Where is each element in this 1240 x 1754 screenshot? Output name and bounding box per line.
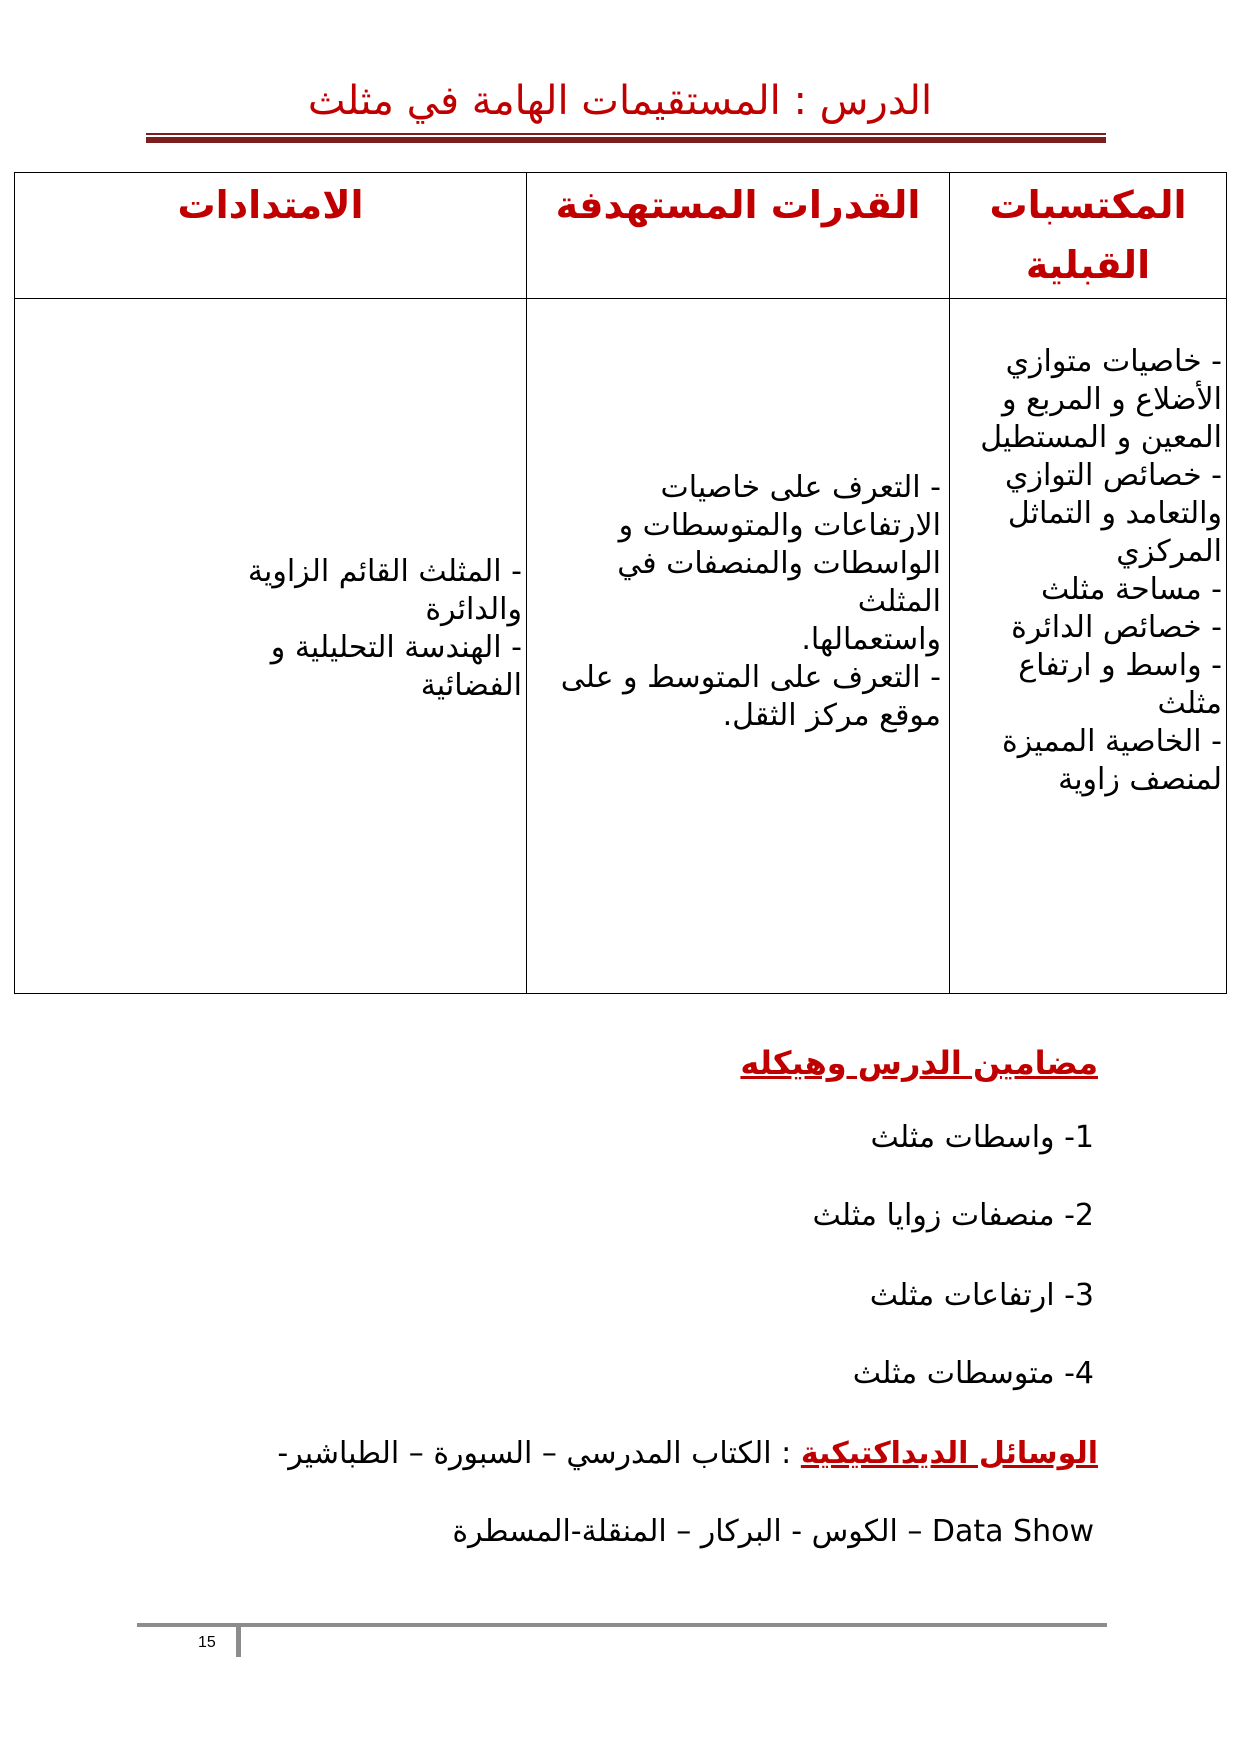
list-item: - مساحة مثلث [1040,572,1222,607]
table-body-row [15,299,1227,994]
contents-item: 3- ارتفاعات مثلث [869,1278,1094,1313]
list-item: - الخاصية المميزة [1002,724,1222,759]
lesson-title: الدرس : المستقيمات الهامة في مثلث [307,78,933,124]
title-rule-thin [146,133,1106,135]
list-item: - التعرف على خاصيات [660,470,941,505]
teaching-tools-line2: Data Show – الكوس - البركار – المنقلة-المسطرة [452,1514,1094,1549]
title-rule [146,137,1106,143]
teaching-tools-line1: الكتاب المدرسي – السبورة – الطباشير- [277,1436,772,1471]
teaching-tools [277,1436,1098,1471]
teaching-tools-label: الوسائل الديداكتيكية [800,1436,1098,1471]
contents-heading: مضامين الدرس وهيكله [740,1044,1098,1082]
page-number: 15 [198,1634,216,1651]
list-item: - الهندسة التحليلية و [270,630,522,665]
list-item: الارتفاعات والمتوسطات و [618,508,941,543]
list-item: - التعرف على المتوسط و على [560,660,941,695]
list-item: - خاصيات متوازي [1005,344,1222,379]
list-item: - خصائص الدائرة [1011,610,1222,645]
header-extensions: الامتدادات [15,173,527,299]
table-header-row [15,173,1227,299]
contents-item: 4- متوسطات مثلث [852,1356,1094,1391]
list-item: الواسطات والمنصفات في المثلث [617,546,941,619]
list-item: - خصائص التوازي [1004,458,1222,493]
teaching-tools-separator: : [771,1436,801,1471]
list-item: لمنصف زاوية [1058,762,1222,797]
extensions-cell [15,299,527,994]
footer-rule [137,1623,1107,1627]
list-item: الفضائية [420,668,522,703]
header-target-skills: القدرات المستهدفة [527,173,950,299]
prior-knowledge-cell [950,299,1227,994]
footer-bar [236,1627,241,1657]
list-item: - المثلث القائم الزاوية [247,554,522,589]
lesson-table [14,172,1227,994]
list-item: الأضلاع و المربع و [1002,382,1222,417]
list-item: - واسط و ارتفاع [1018,648,1222,683]
list-item: المعين و المستطيل [980,420,1222,455]
list-item: مثلث [1157,686,1222,721]
target-skills-cell [527,299,950,994]
list-item: المركزي [1116,534,1222,569]
list-item: موقع مركز الثقل. [722,698,941,733]
list-item: واستعمالها. [801,622,941,657]
list-item: والتعامد و التماثل [1007,496,1222,531]
contents-item: 1- واسطات مثلث [870,1120,1094,1155]
list-item: والدائرة [425,592,522,627]
contents-item: 2- منصفات زوايا مثلث [812,1198,1094,1233]
header-prior-knowledge: المكتسبات القبلية [950,173,1227,299]
